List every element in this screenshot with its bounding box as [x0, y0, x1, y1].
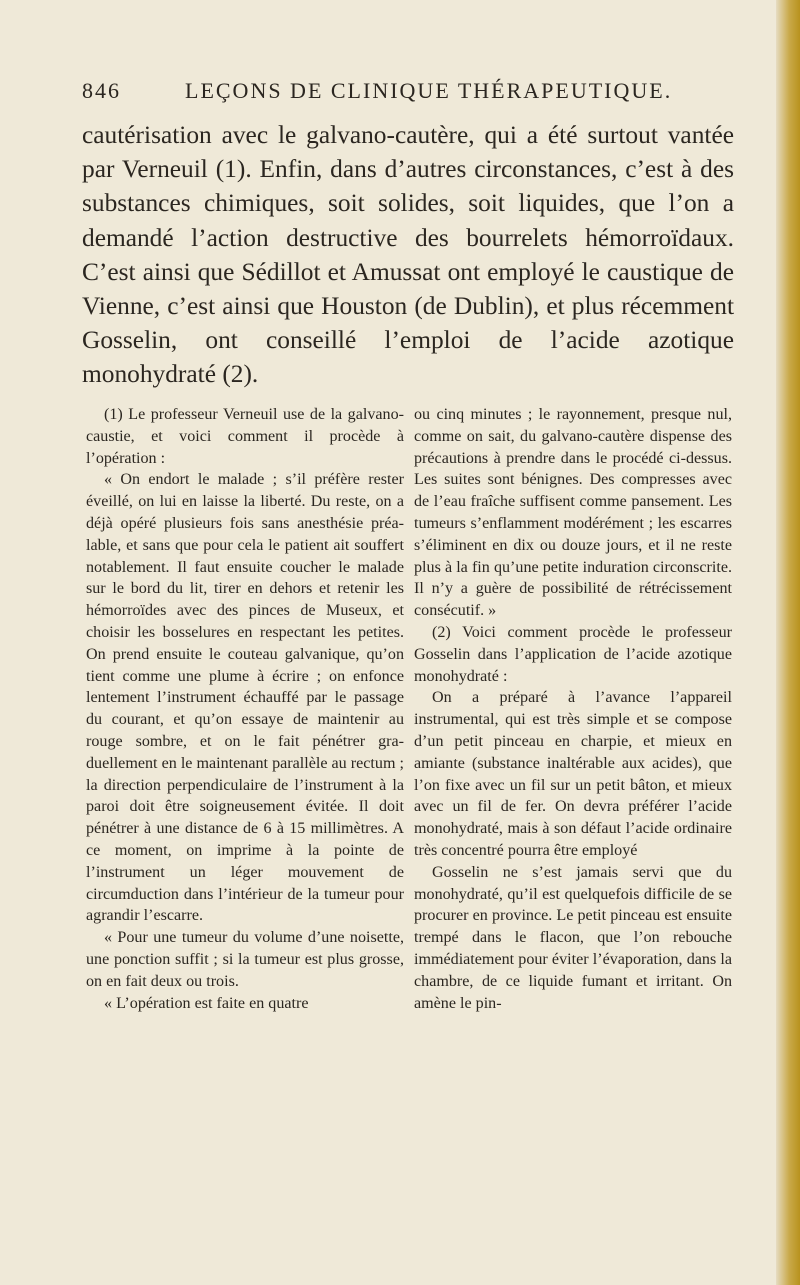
running-header: [82, 78, 722, 104]
running-title: LEÇONS DE CLINIQUE THÉRAPEUTIQUE.: [185, 78, 673, 103]
footnote-column-left: [86, 404, 404, 1014]
main-text: [82, 118, 734, 392]
footnote-2-intro: (2) Voici comment procède le professeur Gosselin dans l’application de l’acide azotique monohydraté :: [414, 623, 732, 685]
footnote-1-continuation: ou cinq minutes ; le rayonnement, presque nul, comme on sait, du galvano-cautère dispense des précautions à prendre dans le procédé ci-dessus. Les suites sont bénignes. Des compresses avec de l’eau fraîche suffisent comme pansement. Les tumeurs s’enflamment modérément ; les escarres s’éliminent en dix ou douze jours, et il ne reste plus à la fin qu’une petite induration circonscrite. Il n’y a guère de possibilité de rétrécissement consécutif. »: [414, 406, 732, 620]
page-edge: [776, 0, 800, 1285]
footnote-1-quote-1: « On endort le malade ; s’il préfère rester éveillé, on lui en laisse la liberté. Du reste, on a déjà opéré plusieurs fois sans anesthésie préalable, et sans que pour cela le patient ait souffert notablement. Il faut ensuite coucher le malade sur le bord du lit, tirer en dehors et retenir les hémorroïdes avec des pinces de Museux, et choisir les bosselures en respectant les petites. On prend ensuite le couteau galvanique, qu’on tient comme une plume à écrire ; on enfonce lentement l’instrument échauffé par le passage du courant, et qu’on essaye de maintenir au rouge sombre, et on le fait pénétrer graduellement en le maintenant parallèle au rectum ; la direction perpendiculaire de l’instrument à la paroi doit être soigneusement évitée. Il doit pénétrer à une distance de 6 à 15 millimètres. A ce moment, on imprime à la pointe de l’instrument un léger mouvement de circumduction dans l’intérieur de la tumeur pour agrandir l’escarre.: [86, 471, 404, 925]
page-number: 846: [82, 78, 121, 103]
footnote-1-quote-3: « L’opération est faite en quatre: [104, 994, 309, 1012]
footnote-1-intro: (1) Le professeur Verneuil use de la galvano-caustie, et voici comment il procède à l’opération :: [86, 406, 404, 467]
footnote-2-para-1: On a préparé à l’avance l’appareil instrumental, qui est très simple et se compose d’un petit pinceau en charpie, et mieux en amiante (substance inaltérable aux acides), que l’on fixe avec un fil sur un petit bâton, et mieux avec un fil de fer. On devra préférer l’acide monohydraté, mais à son défaut l’acide ordinaire très concentré pourra être employé: [414, 689, 732, 859]
footnote-1-quote-2: « Pour une tumeur du volume d’une noisette, une ponction suffit ; si la tumeur est plus grosse, on en fait deux ou trois.: [86, 929, 404, 990]
footnote-2-para-2: Gosselin ne s’est jamais servi que du monohydraté, qu’il est quelquefois difficile de se procurer en province. Le petit pinceau est ensuite trempé dans le flacon, que l’on rebouche immédiatement pour éviter l’évaporation, dans la chambre, de ce liquide fumant et irritant. On amène le pin-: [414, 863, 732, 1012]
footnote-column-right: [414, 404, 732, 1014]
main-paragraph: cautérisation avec le galvano-cautère, qui a été surtout vantée par Verneuil (1). Enfin, dans d’autres circonstances, c’est à des substances chimiques, soit solides, soit liquides, que l’on a demandé l’action destructive des bourrelets hémorroïdaux. C’est ainsi que Sédillot et Amussat ont employé le caustique de Vienne, c’est ainsi que Houston (de Dublin), et plus récemment Gosselin, ont conseillé l’emploi de l’acide azotique monohydraté (2).: [82, 121, 734, 389]
